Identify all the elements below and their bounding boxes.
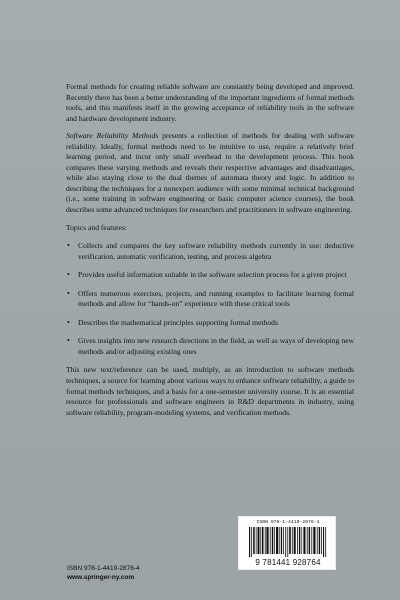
- feature-item: • Offers numerous exercises, projects, and running examples to facilitate learning formal methods and allow for “hands-on” experience with these critical tools: [66, 289, 354, 310]
- barcode-icon: [249, 527, 327, 557]
- closing-paragraph: This new text/reference can be used, multiply, as an introduction to software methods techniques, a source for learning about various ways to enhance software reliability, a guide to formal methods techniques, and a basis for a one-semester university course. It is an essential resource for professionals and software engineers in R&D departments in industry, using software reliability, program-modeling systems, and verification methods.: [66, 365, 354, 417]
- barcode-box: [238, 516, 336, 570]
- features-list: [66, 241, 354, 357]
- topics-heading: Topics and features:: [66, 222, 128, 232]
- publisher-info: [67, 564, 140, 582]
- intro-paragraph: Formal methods for creating reliable software are constantly being developed and improved. Recently there has been a better understanding of the important ingredients of formal methods tools, and this manifests itself in the growing acceptance of reliability tools in the software and hardware development industry.: [66, 82, 354, 123]
- book-description-paragraph: [66, 131, 354, 215]
- book-title: Software Reliability Methods: [66, 131, 159, 141]
- isbn-text: ISBN 978-1-4419-2876-4: [67, 565, 140, 572]
- feature-item: • Describes the mathematical principles supporting formal methods: [66, 318, 354, 329]
- publisher-url: www.springer-ny.com: [67, 574, 135, 581]
- feature-item: • Gives insights into new research directions in the field, as well as ways of developing new methods and/or adjusting existing ones: [66, 336, 354, 357]
- feature-item: • Provides useful information suitable in the software selection process for a given project: [66, 270, 354, 281]
- barcode-digits: 9 781441 928764: [255, 558, 321, 567]
- feature-item: • Collects and compares the key software reliability methods currently in use: deductive verification, automatic verification, testing, and process algebra: [66, 241, 354, 262]
- book-description-text: presents a collection of methods for dealing with software reliability. Ideally, formal methods need to be intuitive to use, require a relatively brief learning period, and incur only small overhead to the development process. This book compares these varying methods and reveals their respective advantages and disadvantages, while also staying close to the dual themes of automata theory and logic. In addition to describing the techniques for a nonexpert audience with some minimal technical background (i.e., some training in software engineering or basic computer science courses), the book describes some advanced techniques for researchers and practitioners in software engineering.: [66, 131, 354, 215]
- barcode-isbn-label: ISBN 978-1-4419-2876-4: [256, 520, 320, 525]
- cover-text-block: [66, 82, 354, 425]
